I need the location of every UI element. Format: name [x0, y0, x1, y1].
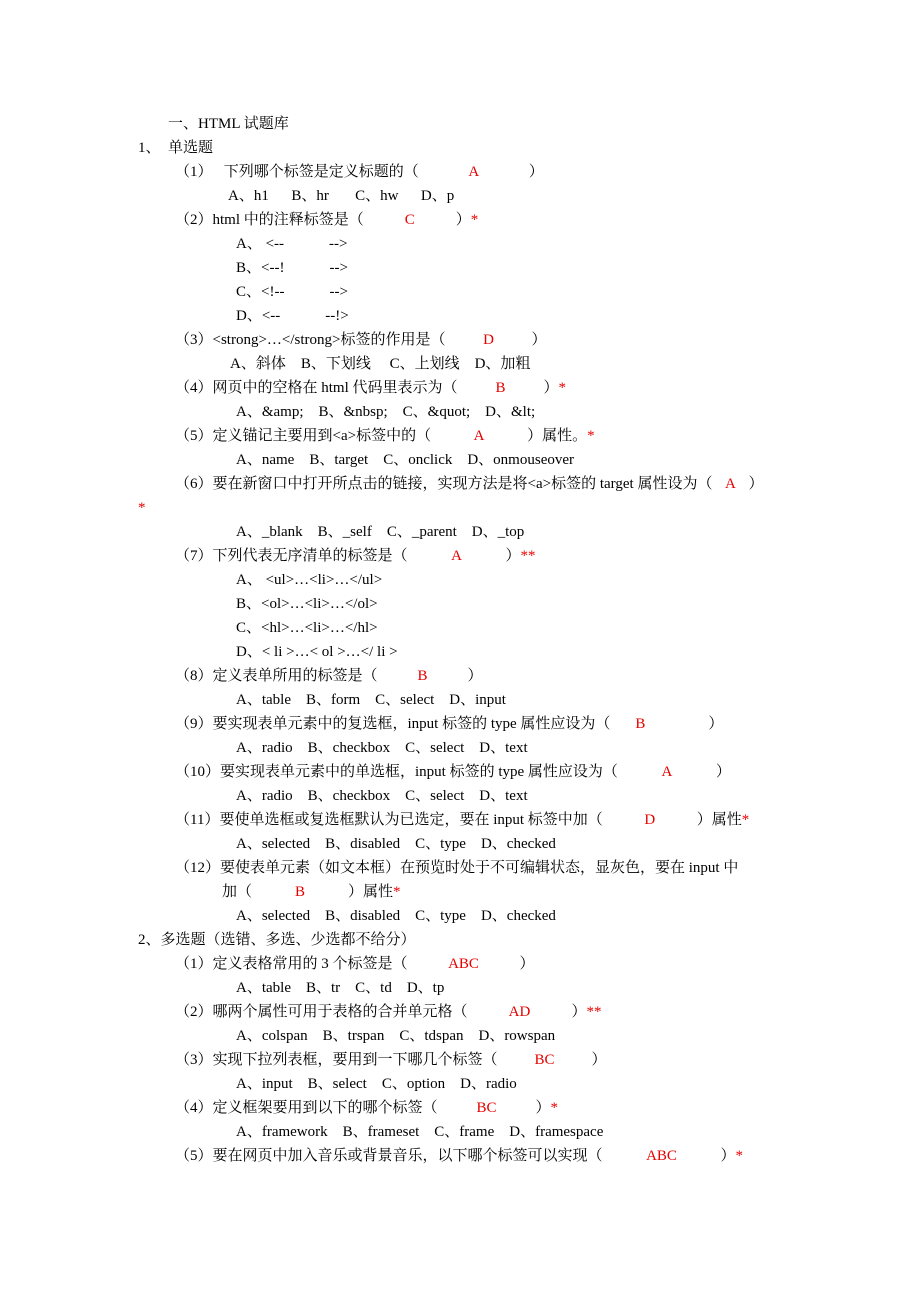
section-heading-single-choice: 1、 单选题 [138, 140, 214, 156]
answer: C [404, 212, 415, 228]
answer: D [483, 332, 494, 348]
options: A、_blank B、_self C、_parent D、_top [236, 524, 525, 540]
section-heading-multiple-choice: 2、多选题（选错、多选、少选都不给分） [138, 932, 416, 948]
question-5: （5）定义锚记主要用到<a>标签中的（ A ）属性。* [175, 428, 595, 444]
answer: ABC [646, 1148, 677, 1164]
multi-question-3: （3）实现下拉列表框，要用到一下哪几个标签（ BC ） [175, 1052, 607, 1068]
question-3: （3）<strong>…</strong>标签的作用是（ D ） [175, 332, 547, 348]
answer: A [473, 428, 485, 444]
difficulty-star: * [735, 1148, 744, 1164]
difficulty-star: * [741, 812, 750, 828]
answer: BC [476, 1100, 497, 1116]
difficulty-star: ** [520, 548, 536, 564]
options: A、framework B、frameset C、frame D、framespace [236, 1124, 604, 1140]
answer: A [451, 548, 462, 564]
options: A、radio B、checkbox C、select D、text [236, 740, 528, 756]
option-c: C、<!-- --> [236, 284, 348, 300]
options: A、斜体 B、下划线 C、上划线 D、加粗 [230, 356, 531, 372]
difficulty-star: * [393, 884, 401, 900]
difficulty-star: * [470, 212, 479, 228]
option-d: D、<-- --!> [236, 308, 349, 324]
options: A、name B、target C、onclick D、onmouseover [236, 452, 574, 468]
option-c: C、<hl>…<li>…</hl> [236, 620, 378, 636]
difficulty-star: * [138, 500, 146, 516]
question-10: （10）要实现表单元素中的单选框，input 标签的 type 属性应设为（ A ） [175, 764, 731, 780]
answer: B [295, 884, 306, 900]
difficulty-star: * [587, 428, 595, 444]
options: A、&amp; B、&nbsp; C、&quot; D、&lt; [236, 404, 536, 420]
difficulty-star: * [550, 1100, 559, 1116]
answer: B [495, 380, 506, 396]
options: A、table B、tr C、td D、tp [236, 980, 445, 996]
option-a: A、 <ul>…<li>…</ul> [236, 572, 383, 588]
options: A、selected B、disabled C、type D、checked [236, 836, 556, 852]
question-4: （4）网页中的空格在 html 代码里表示为（ B ）* [175, 380, 567, 396]
question-9: （9）要实现表单元素中的复选框，input 标签的 type 属性应设为（ B ） [175, 716, 724, 732]
options: A、colspan B、trspan C、tdspan D、rowspan [236, 1028, 556, 1044]
option-d: D、< li >…< ol >…</ li > [236, 644, 398, 660]
question-12: （12）要使表单元素（如文本框）在预览时处于不可编辑状态，显灰色，要在 input 中 [175, 860, 739, 876]
question-12-continued: 加（ B ）属性* [222, 884, 401, 900]
multi-question-1: （1）定义表格常用的 3 个标签是（ ABC ） [175, 956, 535, 972]
option-b: B、<ol>…<li>…</ol> [236, 596, 378, 612]
option-a: A、 <-- --> [236, 236, 348, 252]
multi-question-4: （4）定义框架要用到以下的哪个标签（ BC ）* [175, 1100, 559, 1116]
question-7: （7）下列代表无序清单的标签是（ A ）** [175, 548, 536, 564]
multi-question-2: （2）哪两个属性可用于表格的合并单元格（ AD ）** [175, 1004, 602, 1020]
answer: B [635, 716, 646, 732]
multi-question-5: （5）要在网页中加入音乐或背景音乐，以下哪个标签可以实现（ ABC ）* [175, 1148, 744, 1164]
difficulty-star: ** [586, 1004, 602, 1020]
answer: AD [508, 1004, 531, 1020]
answer: BC [534, 1052, 555, 1068]
question-1: （1） 下列哪个标签是定义标题的（ A ） [175, 164, 544, 180]
answer: B [417, 668, 428, 684]
answer: A [661, 764, 673, 780]
options: A、input B、select C、option D、radio [236, 1076, 517, 1092]
page-title: 一、HTML 试题库 [168, 116, 289, 132]
answer: A [725, 476, 736, 492]
options: A、selected B、disabled C、type D、checked [236, 908, 556, 924]
options: A、h1 B、hr C、hw D、p [228, 188, 455, 204]
question-2: （2）html 中的注释标签是（ C ）* [175, 212, 479, 228]
answer: A [468, 164, 480, 180]
question-6: （6）要在新窗口中打开所点击的链接，实现方法是将<a>标签的 target 属性设为（ A ） [175, 476, 764, 492]
answer: D [644, 812, 656, 828]
question-8: （8）定义表单所用的标签是（ B ） [175, 668, 483, 684]
options: A、table B、form C、select D、input [236, 692, 506, 708]
options: A、radio B、checkbox C、select D、text [236, 788, 528, 804]
difficulty-star: * [558, 380, 567, 396]
option-b: B、<--! --> [236, 260, 348, 276]
answer: ABC [448, 956, 479, 972]
question-11: （11）要使单选框或复选框默认为已选定，要在 input 标签中加（ D ）属性* [175, 812, 750, 828]
